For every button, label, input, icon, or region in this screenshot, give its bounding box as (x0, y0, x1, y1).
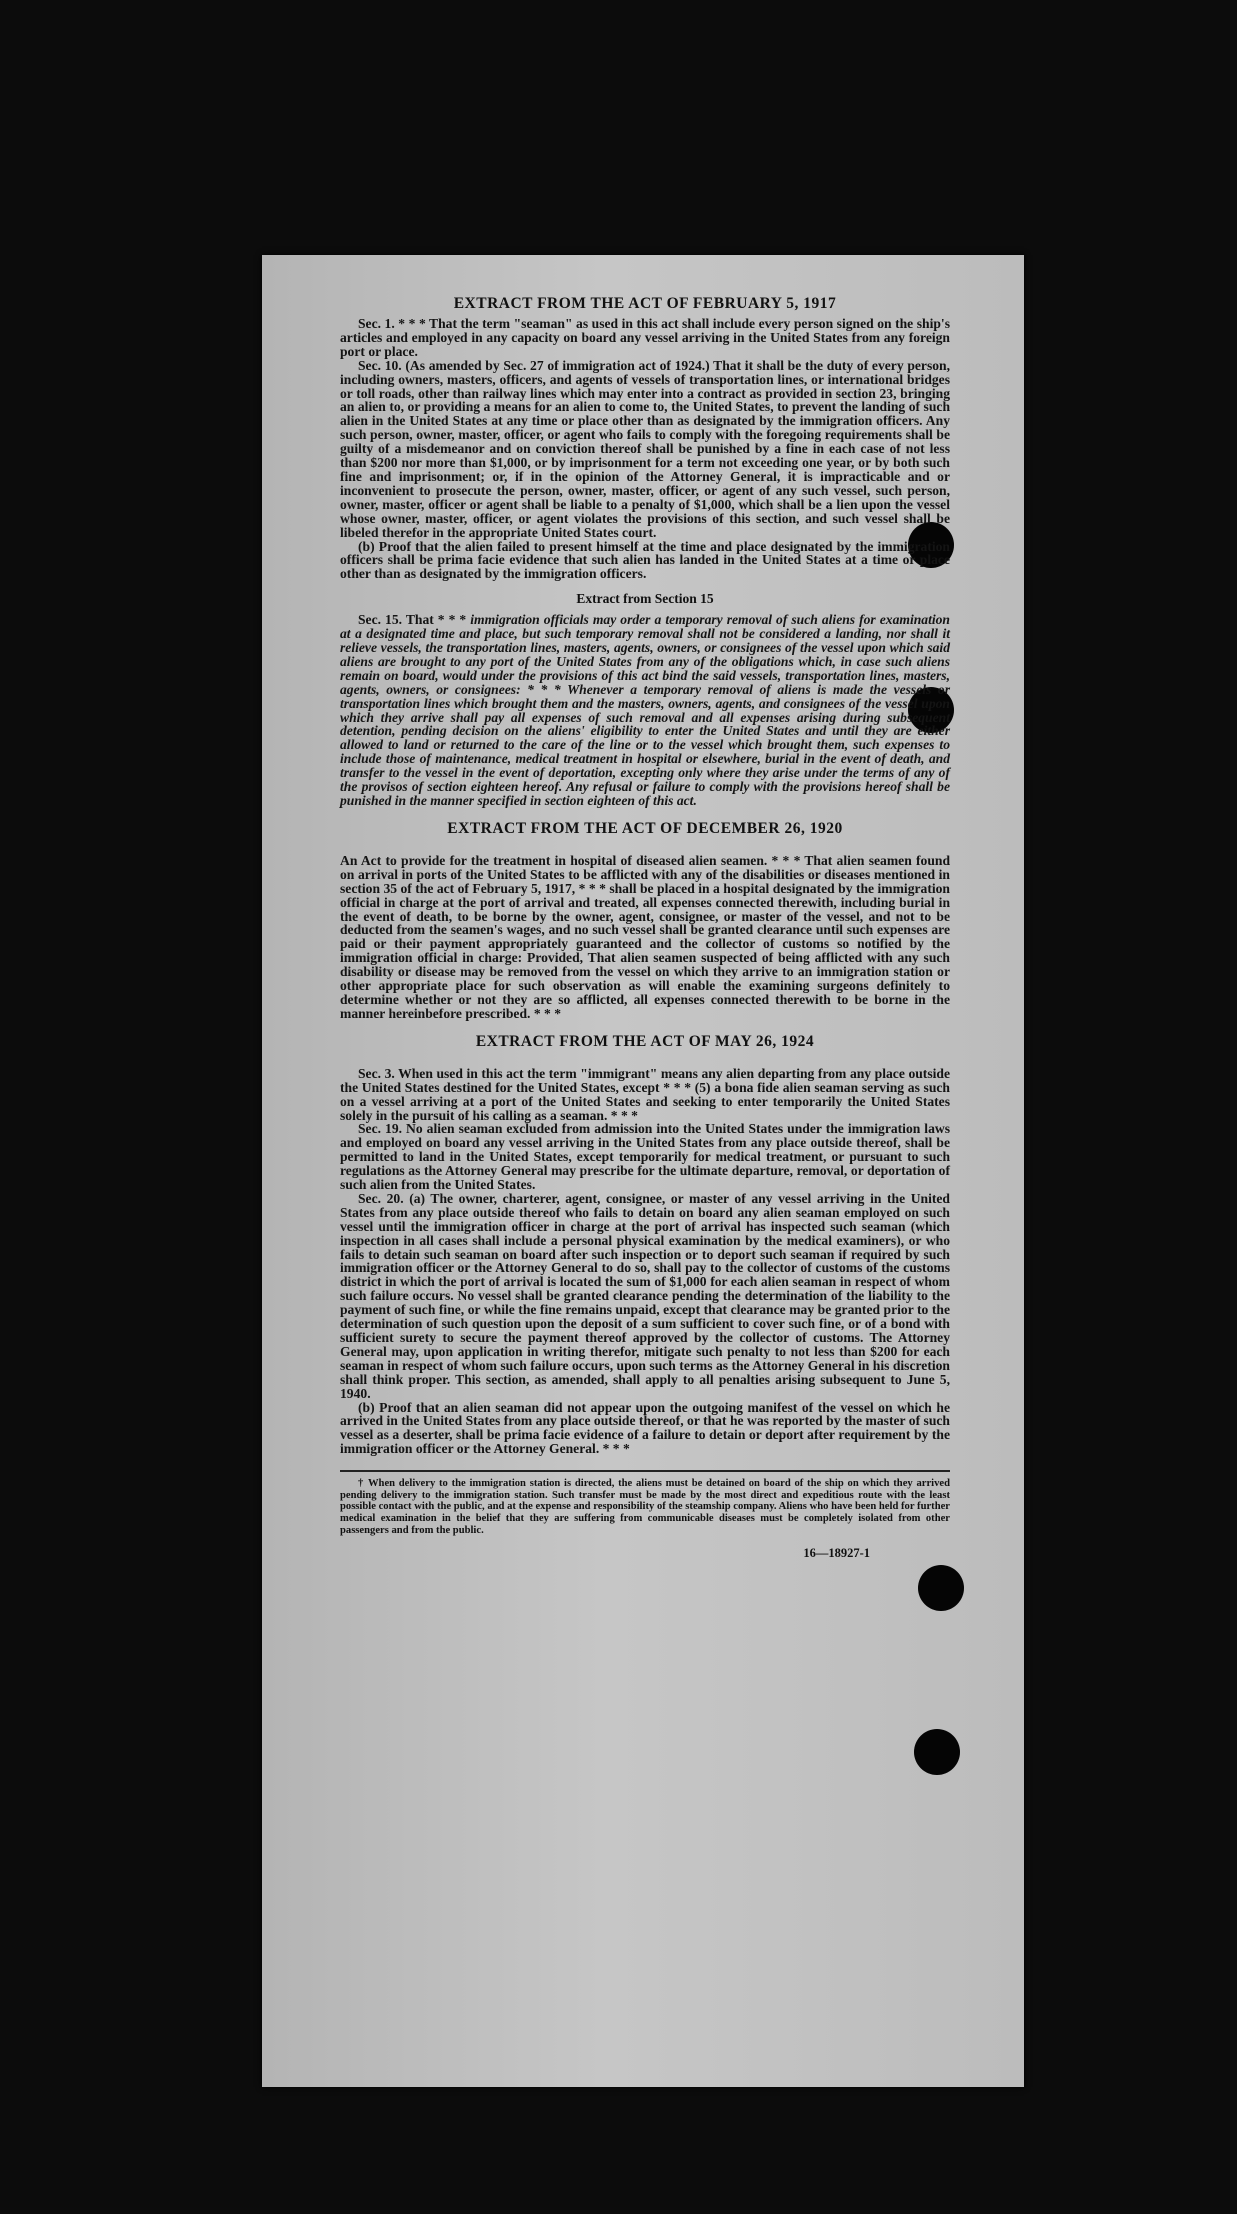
paragraph-sec-19: Sec. 19. No alien seaman excluded from admission into the United States under the immigration laws and employed on board any vessel arriving in the United States from any place outside thereof, shall be permitted to land in the United States, except temporarily for medical treatment, or pursuant to such regulations as the Attorney General may prescribe for the ultimate departure, removal, or deportation of such alien from the United States. (340, 1121, 950, 1193)
heading-act-1917: EXTRACT FROM THE ACT OF FEBRUARY 5, 1917 (453, 295, 837, 312)
sec-15-lead: Sec. 15. That * * * (358, 612, 467, 628)
punch-hole (918, 1565, 964, 1611)
paragraph-act-1920: An Act to provide for the treatment in hospital of diseased alien seamen. * * * That alien seamen found on arrival in ports of the United States to be afflicted with any of the disabilities or diseases mentioned in section 35 of the act of February 5, 1917, * * * shall be placed in a hospital designated by the immigration official in charge at the port of arrival and treated, all expenses connected therewith, including burial in the event of death, to be borne by the owner, agent, consignee, or master of the vessel, and not to be deducted from the seamen's wages, and no such vessel shall be granted clearance until such expenses are paid or their payment appropriately guaranteed and the collector of customs so notified by the immigration official in charge: Provided, That alien seamen suspected of being afflicted with any such disability or disease may be removed from the vessel on which they arrive to an immigration station or other appropriate place for such observation as will enable the examining surgeons definitely to determine whether or not they are so afflicted, all expenses connected therewith to be borne in the manner hereinbefore prescribed. * * * (340, 852, 950, 1021)
heading-act-1924: EXTRACT FROM THE ACT OF MAY 26, 1924 (475, 1032, 815, 1050)
punch-hole (914, 1729, 960, 1775)
heading-section-15: Extract from Section 15 (576, 591, 714, 607)
paragraph-sec-10: Sec. 10. (As amended by Sec. 27 of immigration act of 1924.) That it shall be the duty of every person, including owners, masters, officers, and agents of vessels of transportation lines, or international bridges or toll roads, other than railway lines which may enter into a contract as provided in section 23, bringing an alien to, or providing a means for an alien to come to, the United States, to prevent the landing of such alien in the United States at any time or place other than as designated by the immigration officers. Any such person, owner, master, officer, or agent who fails to comply with the foregoing requirements shall be guilty of a misdemeanor and on conviction thereof shall be punished by a fine in each case of not less than $200 nor more than $1,000, or by imprisonment for a term not exceeding one year, or by both such fine and imprisonment; or, if in the opinion of the Attorney General, it is impracticable and or inconvenient to prosecute the person, owner, master, officer, or agent of any such vessel, such person, owner, master, officer or agent shall be liable to a penalty of $1,000, which shall be a lien upon the vessel whose owner, master, officer, or agent violates the provisions of this section, and such vessel shall be libeled therefor in the appropriate United States court. (340, 357, 950, 540)
paragraph-sec-20-a: Sec. 20. (a) The owner, charterer, agent, consignee, or master of any vessel arriving in the United States from any place outside thereof who fails to detain on board any alien seaman employed on such vessel until the immigration officer in charge at the port of arrival has inspected such seaman (which inspection in all cases shall include a personal physical examination by the medical examiners), or who fails to detain such seaman on board after such inspection or to deport such seaman if required by such immigration officer or the Attorney General to do so, shall pay to the collector of customs of the customs district in which the port of arrival is located the sum of $1,000 for each alien seaman in respect of whom such failure occurs. No vessel shall be granted clearance pending the determination of the liability to the payment of such fine, or while the fine remains unpaid, except that clearance may be granted prior to the determination of such question upon the deposit of a sum sufficient to cover such fine, or of a bond with sufficient surety to secure the payment thereof approved by the collector of customs. The Attorney General may, upon application in writing therefor, mitigate such penalty to not less than $200 for each seaman in respect of whom such failure occurs, upon such terms as the Attorney General in his discretion shall think proper. This section, as amended, shall apply to all penalties arising subsequent to June 5, 1940. (340, 1190, 950, 1401)
footnote: † When delivery to the immigration station is directed, the aliens must be detained on board of the ship on which they arrived pending delivery to the immigration station. Such transfer must be made by the most direct and expeditious route with the least possible contact with the public, and at the expense and responsibility of the steamship company. Aliens who have been held for further medical examination in the belief that they are suffering from communicable diseases must be completely isolated from other passengers and from the public. (340, 1478, 950, 1536)
document-page (262, 255, 1024, 2087)
form-code: 16—18927-1 (803, 1546, 870, 1561)
paragraph-sec-15 (340, 613, 950, 808)
heading-act-1920: EXTRACT FROM THE ACT OF DECEMBER 26, 1920 (447, 819, 843, 837)
paragraph-sec-10-b: (b) Proof that the alien failed to present himself at the time and place designated by the immigration officers shall be prima facie evidence that such alien has landed in the United States at a time or place other than as designated by the immigration officers. (340, 538, 950, 582)
footnote-rule (340, 1470, 950, 1472)
sec-15-text: immigration officials may order a temporary removal of such aliens for examination at a designated time and place, but such temporary removal shall not be considered a landing, nor shall it relieve vessels, the transportation lines, masters, agents, owners, or consignees of the vessel upon which said aliens are brought to any port of the United States from any of the obligations which, in case such aliens remain on board, would under the provisions of this act bind the said vessels, transportation lines, masters, agents, owners, or consignees: * * * Whenever a temporary removal of aliens is made the vessels or transportation lines which brought them and the masters, owners, agents, and consignees of the vessel upon which they arrive shall pay all expenses of such removal and all expenses arising during subsequent detention, pending decision on the aliens' eligibility to enter the United States and until they are either allowed to land or returned to the care of the line or to the vessel which brought them, such expenses to include those of maintenance, medical treatment in hospital or elsewhere, burial in the event of death, and transfer to the vessel in the event of deportation, excepting only where they arise under the terms of any of the provisos of section eighteen hereof. Any refusal or failure to comply with the provisions hereof shall be punished in the manner specified in section eighteen of this act. (340, 612, 950, 808)
paragraph-sec-1: Sec. 1. * * * That the term "seaman" as used in this act shall include every person signed on the ship's articles and employed in any capacity on board any vessel arriving in the United States from any foreign port or place. (340, 316, 950, 359)
paragraph-sec-3: Sec. 3. When used in this act the term "immigrant" means any alien departing from any place outside the United States destined for the United States, except * * * (5) a bona fide alien seaman serving as such on a vessel arriving at a port of the United States and seeking to enter temporarily the United States solely in the pursuit of his calling as a seaman. * * * (340, 1065, 950, 1123)
paragraph-sec-20-b: (b) Proof that an alien seaman did not appear upon the outgoing manifest of the vessel on which he arrived in the United States from any place outside thereof, or that he was reported by the master of such vessel as a deserter, shall be prima facie evidence of a failure to detain or deport after requirement by the immigration officer or the Attorney General. * * * (340, 1399, 950, 1457)
document-body (340, 295, 950, 1561)
